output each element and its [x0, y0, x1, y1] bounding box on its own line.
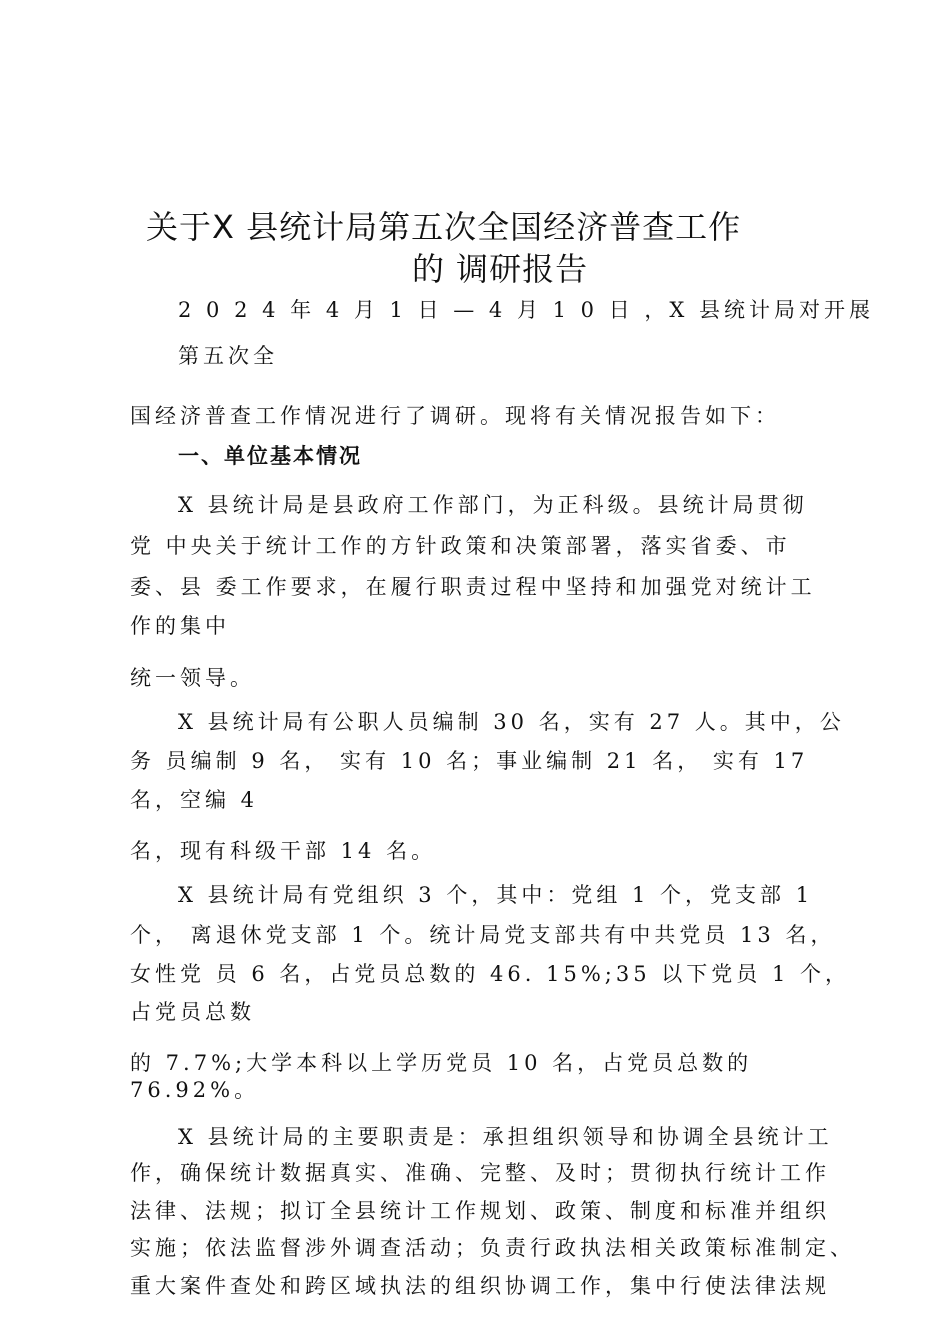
- paragraph-line: 第五次全: [178, 344, 278, 368]
- paragraph-line: 务 员编制 9 名， 实有 10 名；事业编制 21 名， 实有 17: [130, 749, 809, 773]
- paragraph-line: 实施；依法监督涉外调查活动；负责行政执法相关政策标准制定、: [130, 1236, 855, 1260]
- paragraph-line: 作的集中: [130, 614, 230, 638]
- paragraph-line: 作，确保统计数据真实、准确、完整、及时；贯彻执行统计工作: [130, 1161, 830, 1185]
- paragraph-line: 委、县 委工作要求，在履行职责过程中坚持和加强党对统计工: [130, 575, 816, 599]
- paragraph-line: 重大案件查处和跨区域执法的组织协调工作，集中行使法律法规: [130, 1274, 830, 1298]
- paragraph-line: 法律、法规；拟订全县统计工作规划、政策、制度和标准并组织: [130, 1199, 830, 1223]
- report-title-line-2: 的 调研报告: [412, 250, 589, 288]
- paragraph-line: 名，空编 4: [130, 788, 259, 812]
- paragraph-line: 党 中央关于统计工作的方针政策和决策部署，落实省委、市: [130, 534, 791, 558]
- paragraph-line: X 县统计局有党组织 3 个，其中：党组 1 个，党支部 1: [178, 883, 814, 907]
- paragraph-line: 个， 离退休党支部 1 个。统计局党支部共有中共党员 13 名，: [130, 923, 836, 947]
- paragraph-line: X 县统计局有公职人员编制 30 名，实有 27 人。其中，公: [178, 710, 845, 734]
- report-title-line-1: 关于X 县统计局第五次全国经济普查工作: [146, 208, 742, 246]
- paragraph-line: 女性党 员 6 名，占党员总数的 46. 15%;35 以下党员 1 个，: [130, 962, 850, 986]
- paragraph-line: 2 0 2 4 年 4 月 1 日 — 4 月 1 0 日 ，X 县统计局对开展: [178, 298, 875, 322]
- paragraph-line: X 县统计局的主要职责是：承担组织领导和协调全县统计工: [178, 1125, 833, 1149]
- paragraph-line: 统一领导。: [130, 666, 255, 690]
- section-heading: 一、单位基本情况: [178, 444, 362, 468]
- paragraph-line: 国经济普查工作情况进行了调研。现将有关情况报告如下：: [130, 404, 780, 428]
- paragraph-line: 名，现有科级干部 14 名。: [130, 839, 437, 863]
- paragraph-line: 的 7.7%;大学本科以上学历党员 10 名，占党员总数的: [130, 1051, 753, 1075]
- paragraph-line: 占党员总数: [130, 1000, 255, 1024]
- paragraph-line: 76.92%。: [130, 1078, 260, 1102]
- paragraph-line: X 县统计局是县政府工作部门，为正科级。县统计局贯彻: [178, 493, 808, 517]
